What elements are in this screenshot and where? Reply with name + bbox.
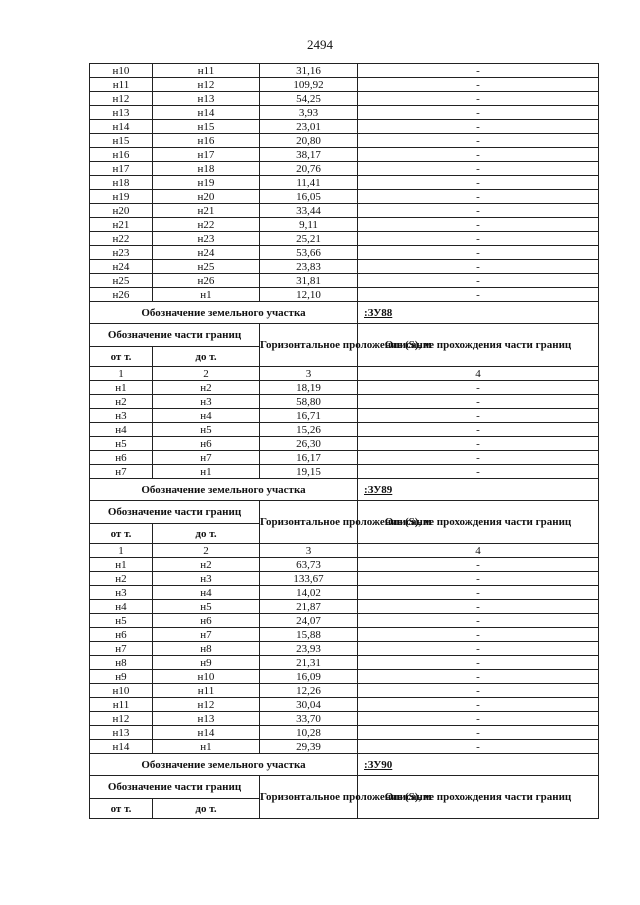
description-cell: - <box>358 423 599 437</box>
column-number: 4 <box>358 544 599 558</box>
to-header: до т. <box>153 347 260 367</box>
to-point-cell: н3 <box>153 572 260 586</box>
from-header: от т. <box>90 347 153 367</box>
table-row <box>90 628 599 642</box>
table-row <box>90 106 599 120</box>
from-point-cell: н7 <box>90 465 153 479</box>
description-cell: - <box>358 451 599 465</box>
distance-cell: 15,88 <box>260 628 358 642</box>
distance-cell: 25,21 <box>260 232 358 246</box>
table-row <box>90 288 599 302</box>
to-point-cell: н21 <box>153 204 260 218</box>
to-point-cell: н11 <box>153 64 260 78</box>
column-number: 3 <box>260 367 358 381</box>
to-point-cell: н6 <box>153 437 260 451</box>
from-point-cell: н14 <box>90 120 153 134</box>
table-row <box>90 670 599 684</box>
header-row <box>90 324 599 347</box>
to-point-cell: н10 <box>153 670 260 684</box>
column-number: 2 <box>153 367 260 381</box>
distance-cell: 16,05 <box>260 190 358 204</box>
from-point-cell: н15 <box>90 134 153 148</box>
from-point-cell: н8 <box>90 656 153 670</box>
section-title: Обозначение земельного участка <box>90 754 358 776</box>
table-row <box>90 176 599 190</box>
to-point-cell: н1 <box>153 465 260 479</box>
to-point-cell: н7 <box>153 451 260 465</box>
from-point-cell: н20 <box>90 204 153 218</box>
description-cell: - <box>358 162 599 176</box>
from-point-cell: н11 <box>90 698 153 712</box>
description-header: Описание прохождения части границ <box>358 776 599 819</box>
from-point-cell: н10 <box>90 64 153 78</box>
table-row <box>90 232 599 246</box>
table-row <box>90 381 599 395</box>
description-cell: - <box>358 176 599 190</box>
from-point-cell: н3 <box>90 409 153 423</box>
description-cell: - <box>358 134 599 148</box>
to-point-cell: н9 <box>153 656 260 670</box>
to-point-cell: н2 <box>153 381 260 395</box>
to-point-cell: н18 <box>153 162 260 176</box>
table-row <box>90 190 599 204</box>
to-point-cell: н19 <box>153 176 260 190</box>
from-point-cell: н9 <box>90 670 153 684</box>
description-cell: - <box>358 572 599 586</box>
to-point-cell: н15 <box>153 120 260 134</box>
distance-cell: 63,73 <box>260 558 358 572</box>
description-cell: - <box>358 92 599 106</box>
from-point-cell: н1 <box>90 381 153 395</box>
section-title: Обозначение земельного участка <box>90 302 358 324</box>
distance-cell: 58,80 <box>260 395 358 409</box>
section-title: Обозначение земельного участка <box>90 479 358 501</box>
description-cell: - <box>358 190 599 204</box>
to-point-cell: н24 <box>153 246 260 260</box>
parcel-code: :ЗУ89 <box>358 479 599 501</box>
to-point-cell: н25 <box>153 260 260 274</box>
distance-cell: 15,26 <box>260 423 358 437</box>
boundary-table <box>89 63 599 819</box>
column-number-row <box>90 367 599 381</box>
description-cell: - <box>358 465 599 479</box>
table-row <box>90 92 599 106</box>
from-point-cell: н12 <box>90 712 153 726</box>
table-row <box>90 204 599 218</box>
from-point-cell: н18 <box>90 176 153 190</box>
table-row <box>90 162 599 176</box>
from-point-cell: н11 <box>90 78 153 92</box>
description-cell: - <box>358 614 599 628</box>
horizontal-header: Горизонтальное проложение (S), м <box>260 324 358 367</box>
description-cell: - <box>358 670 599 684</box>
to-point-cell: н8 <box>153 642 260 656</box>
description-cell: - <box>358 64 599 78</box>
to-point-cell: н12 <box>153 78 260 92</box>
from-point-cell: н26 <box>90 288 153 302</box>
distance-cell: 10,28 <box>260 726 358 740</box>
table-row <box>90 64 599 78</box>
description-cell: - <box>358 600 599 614</box>
distance-cell: 12,26 <box>260 684 358 698</box>
to-point-cell: н7 <box>153 628 260 642</box>
page-number: 2494 <box>307 37 333 52</box>
to-point-cell: н23 <box>153 232 260 246</box>
column-number: 1 <box>90 367 153 381</box>
description-cell: - <box>358 288 599 302</box>
distance-cell: 12,10 <box>260 288 358 302</box>
description-cell: - <box>358 698 599 712</box>
description-cell: - <box>358 656 599 670</box>
description-cell: - <box>358 740 599 754</box>
to-point-cell: н5 <box>153 423 260 437</box>
table-row <box>90 437 599 451</box>
table-row <box>90 572 599 586</box>
description-cell: - <box>358 381 599 395</box>
description-cell: - <box>358 558 599 572</box>
description-cell: - <box>358 586 599 600</box>
from-point-cell: н25 <box>90 274 153 288</box>
from-point-cell: н14 <box>90 740 153 754</box>
from-point-cell: н5 <box>90 437 153 451</box>
distance-cell: 31,81 <box>260 274 358 288</box>
parcel-code: :ЗУ90 <box>358 754 599 776</box>
header-row <box>90 501 599 524</box>
distance-cell: 38,17 <box>260 148 358 162</box>
table-row <box>90 698 599 712</box>
distance-cell: 54,25 <box>260 92 358 106</box>
distance-cell: 133,67 <box>260 572 358 586</box>
description-cell: - <box>358 395 599 409</box>
column-number: 2 <box>153 544 260 558</box>
distance-cell: 9,11 <box>260 218 358 232</box>
from-point-cell: н22 <box>90 232 153 246</box>
from-point-cell: н4 <box>90 423 153 437</box>
table-row <box>90 558 599 572</box>
from-point-cell: н13 <box>90 726 153 740</box>
from-point-cell: н3 <box>90 586 153 600</box>
from-point-cell: н4 <box>90 600 153 614</box>
table-row <box>90 642 599 656</box>
horizontal-header: Горизонтальное проложение (S), м <box>260 501 358 544</box>
distance-cell: 21,87 <box>260 600 358 614</box>
distance-cell: 24,07 <box>260 614 358 628</box>
distance-cell: 109,92 <box>260 78 358 92</box>
distance-cell: 20,76 <box>260 162 358 176</box>
distance-cell: 21,31 <box>260 656 358 670</box>
from-point-cell: н2 <box>90 395 153 409</box>
from-header: от т. <box>90 524 153 544</box>
description-cell: - <box>358 106 599 120</box>
table-row <box>90 586 599 600</box>
table-row <box>90 274 599 288</box>
distance-cell: 23,93 <box>260 642 358 656</box>
from-point-cell: н17 <box>90 162 153 176</box>
from-point-cell: н19 <box>90 190 153 204</box>
from-header: от т. <box>90 799 153 819</box>
table-row <box>90 395 599 409</box>
header-row <box>90 776 599 799</box>
column-number: 3 <box>260 544 358 558</box>
from-point-cell: н10 <box>90 684 153 698</box>
column-number: 1 <box>90 544 153 558</box>
table-row <box>90 78 599 92</box>
to-point-cell: н13 <box>153 712 260 726</box>
distance-cell: 19,15 <box>260 465 358 479</box>
distance-cell: 53,66 <box>260 246 358 260</box>
description-header: Описание прохождения части границ <box>358 501 599 544</box>
to-point-cell: н16 <box>153 134 260 148</box>
description-cell: - <box>358 437 599 451</box>
table-row <box>90 134 599 148</box>
table-row <box>90 465 599 479</box>
table-row <box>90 614 599 628</box>
to-point-cell: н12 <box>153 698 260 712</box>
table-row <box>90 712 599 726</box>
description-cell: - <box>358 712 599 726</box>
distance-cell: 3,93 <box>260 106 358 120</box>
column-number: 4 <box>358 367 599 381</box>
from-point-cell: н21 <box>90 218 153 232</box>
distance-cell: 11,41 <box>260 176 358 190</box>
from-point-cell: н12 <box>90 92 153 106</box>
to-point-cell: н26 <box>153 274 260 288</box>
distance-cell: 33,70 <box>260 712 358 726</box>
to-point-cell: н5 <box>153 600 260 614</box>
section-title-row <box>90 479 599 501</box>
description-cell: - <box>358 642 599 656</box>
to-point-cell: н20 <box>153 190 260 204</box>
from-point-cell: н1 <box>90 558 153 572</box>
section-title-row <box>90 302 599 324</box>
distance-cell: 26,30 <box>260 437 358 451</box>
description-cell: - <box>358 726 599 740</box>
from-point-cell: н6 <box>90 451 153 465</box>
distance-cell: 18,19 <box>260 381 358 395</box>
part-borders-header: Обозначение части границ <box>90 501 260 524</box>
from-point-cell: н13 <box>90 106 153 120</box>
to-point-cell: н14 <box>153 726 260 740</box>
description-cell: - <box>358 232 599 246</box>
distance-cell: 33,44 <box>260 204 358 218</box>
description-cell: - <box>358 274 599 288</box>
from-point-cell: н16 <box>90 148 153 162</box>
distance-cell: 14,02 <box>260 586 358 600</box>
to-point-cell: н4 <box>153 409 260 423</box>
column-number-row <box>90 544 599 558</box>
table-row <box>90 451 599 465</box>
parcel-code: :ЗУ88 <box>358 302 599 324</box>
part-borders-header: Обозначение части границ <box>90 324 260 347</box>
distance-cell: 30,04 <box>260 698 358 712</box>
to-point-cell: н22 <box>153 218 260 232</box>
to-point-cell: н6 <box>153 614 260 628</box>
from-point-cell: н23 <box>90 246 153 260</box>
to-point-cell: н11 <box>153 684 260 698</box>
table-row <box>90 600 599 614</box>
description-cell: - <box>358 409 599 423</box>
from-point-cell: н7 <box>90 642 153 656</box>
description-cell: - <box>358 148 599 162</box>
table-row <box>90 423 599 437</box>
table-row <box>90 148 599 162</box>
to-point-cell: н3 <box>153 395 260 409</box>
section-title-row <box>90 754 599 776</box>
distance-cell: 16,17 <box>260 451 358 465</box>
description-cell: - <box>358 218 599 232</box>
from-point-cell: н5 <box>90 614 153 628</box>
description-cell: - <box>358 204 599 218</box>
to-header: до т. <box>153 799 260 819</box>
to-point-cell: н1 <box>153 740 260 754</box>
to-point-cell: н2 <box>153 558 260 572</box>
description-cell: - <box>358 120 599 134</box>
table-row <box>90 684 599 698</box>
distance-cell: 16,71 <box>260 409 358 423</box>
table-row <box>90 218 599 232</box>
table-row <box>90 120 599 134</box>
distance-cell: 31,16 <box>260 64 358 78</box>
distance-cell: 16,09 <box>260 670 358 684</box>
description-cell: - <box>358 246 599 260</box>
to-point-cell: н4 <box>153 586 260 600</box>
table-row <box>90 409 599 423</box>
description-cell: - <box>358 684 599 698</box>
table-row <box>90 726 599 740</box>
to-point-cell: н17 <box>153 148 260 162</box>
to-point-cell: н14 <box>153 106 260 120</box>
distance-cell: 29,39 <box>260 740 358 754</box>
from-point-cell: н2 <box>90 572 153 586</box>
table-row <box>90 740 599 754</box>
table-row <box>90 246 599 260</box>
from-point-cell: н6 <box>90 628 153 642</box>
description-header: Описание прохождения части границ <box>358 324 599 367</box>
from-point-cell: н24 <box>90 260 153 274</box>
description-cell: - <box>358 628 599 642</box>
to-header: до т. <box>153 524 260 544</box>
distance-cell: 20,80 <box>260 134 358 148</box>
to-point-cell: н13 <box>153 92 260 106</box>
part-borders-header: Обозначение части границ <box>90 776 260 799</box>
distance-cell: 23,83 <box>260 260 358 274</box>
horizontal-header: Горизонтальное проложение (S), м <box>260 776 358 819</box>
description-cell: - <box>358 78 599 92</box>
description-cell: - <box>358 260 599 274</box>
table-row <box>90 260 599 274</box>
distance-cell: 23,01 <box>260 120 358 134</box>
table-row <box>90 656 599 670</box>
to-point-cell: н1 <box>153 288 260 302</box>
